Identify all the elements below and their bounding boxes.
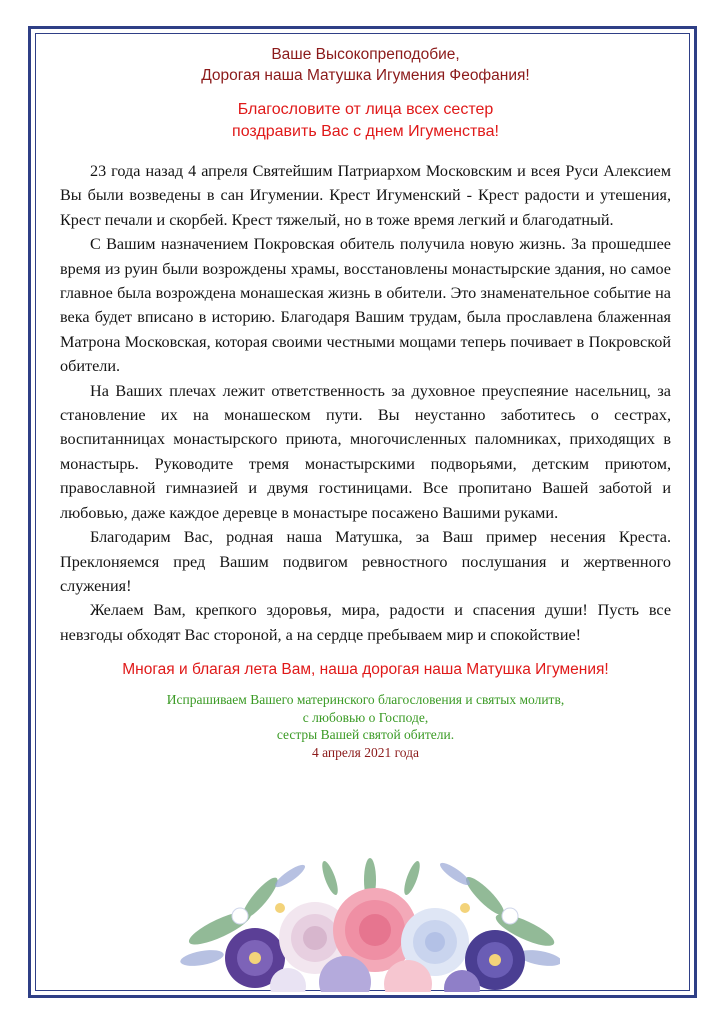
signature-date: 4 апреля 2021 года — [311, 744, 420, 760]
signature-line-2: с любовью о Господе, — [302, 709, 429, 725]
greeting-line-2: Дорогая наша Матушка Игумения Феофания! — [201, 67, 530, 84]
signature-line-3: сестры Вашей святой обители. — [276, 727, 455, 743]
blessing-block — [60, 99, 671, 143]
paragraph-2: С Вашим назначением Покровская обитель получила новую жизнь. За прошедшее время из руин были возрождены храмы, восстановлены монастырские здания, но самое главное была возрождена монашеская жизнь в обители. Это знаменательное событие на века будет вписано в историю. Благодаря Вашим трудам, была прославлена блаженная Матрона Московская, которая своими честными мощами теперь почивает в Покровской обители. — [60, 235, 671, 376]
closing-wish: Многая и благая лета Вам, наша дорогая наша Матушка Игумения! — [122, 661, 609, 679]
paragraph-5: Желаем Вам, крепкого здоровья, мира, радости и спасения души! Пусть все невзгоды обходят Вас стороной, а на сердце пребываем мир и спокойствие! — [60, 601, 671, 644]
paragraph-1: 23 года назад 4 апреля Святейшим Патриархом Московским и всея Руси Алексием Вы были возведены в сан Игумении. Крест Игуменский - Крест радости и утешения, Крест печали и скорбей. Крест тяжелый, но в тоже время легкий и благодатный. — [60, 162, 671, 229]
blessing-line-2: поздравить Вас с днем Игуменства! — [232, 123, 499, 140]
greeting-line-1: Ваше Высокопреподобие, — [271, 46, 460, 63]
signature-line-1: Испрашиваем Вашего материнского благословения и святых молитв, — [166, 692, 565, 708]
paragraph-4: Благодарим Вас, родная наша Матушка, за Ваш пример несения Креста. Преклоняемся пред Вашим подвигом ревностного послушания и жертвенного служения! — [60, 528, 671, 595]
letter-body — [60, 159, 671, 647]
paragraph-3: На Ваших плечах лежит ответственность за духовное преуспеяние насельниц, за становление их на монашеском пути. Вы неустанно заботитесь о сестрах, воспитанницах монастырского приюта, многочисленных паломниках, приходящих в монастырь. Руководите тремя монастырскими подворьями, детским приютом, православной гимназией и двумя гостиницами. Все пропитано Вашей заботой и любовью, даже каждое деревце в монастыре посажено Вашими руками. — [60, 381, 671, 522]
greeting-block — [60, 44, 671, 86]
letter-content — [60, 44, 671, 761]
floral-bouquet-icon — [180, 858, 560, 992]
signature-block — [60, 691, 671, 761]
blessing-line-1: Благословите от лица всех сестер — [237, 101, 494, 118]
